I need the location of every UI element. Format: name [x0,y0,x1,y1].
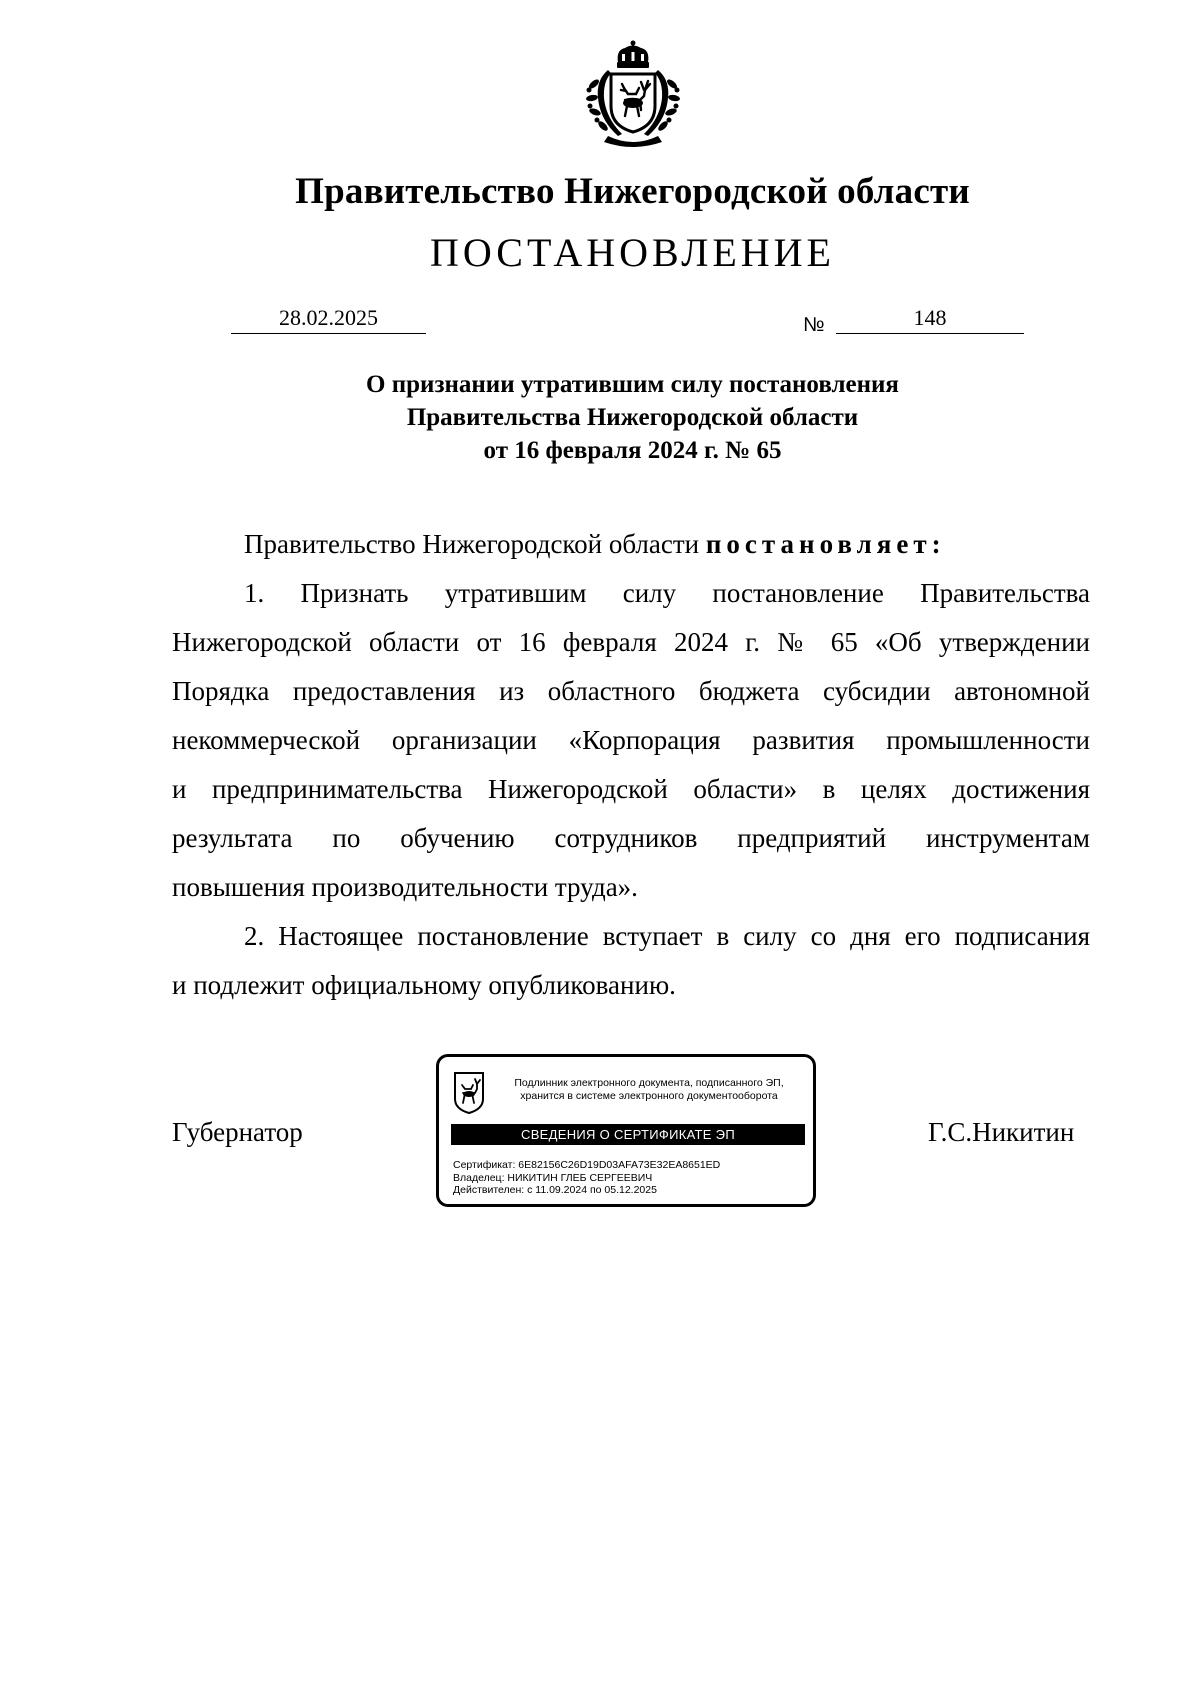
paragraph-line: Порядка предоставления из областного бюджета субсидии автономной [172,676,1090,706]
certificate-owner: Владелец: НИКИТИН ГЛЕБ СЕРГЕЕВИЧ [453,1171,653,1184]
stamp-note-line: Подлинник электронного документа, подписанного ЭП, [514,1077,784,1089]
e-signature-stamp [436,1054,816,1207]
stamp-note [489,1077,809,1103]
paragraph-line: и предпринимательства Нижегородской области» в целях достижения [172,774,1090,804]
stamp-heading: СВЕДЕНИЯ О СЕРТИФИКАТЕ ЭП [451,1124,805,1145]
paragraph-line: 1. Признать утратившим силу постановление Правительства [244,578,1090,608]
paragraph-line: и подлежит официальному опубликованию. [172,970,676,1000]
intro-action: постановляет: [705,529,946,559]
coat-of-arms-icon [578,40,688,148]
stamp-note-line: хранится в системе электронного документооборота [520,1090,778,1102]
subject-line: О признании утратившим силу постановления [366,371,899,398]
document-number: 148 [913,305,947,330]
intro-prefix: Правительство Нижегородской области [244,529,700,559]
paragraph-line: повышения производительности труда». [172,872,638,902]
number-underline [836,333,1024,334]
deer-emblem-icon [453,1071,485,1115]
paragraph-line: некоммерческой организации «Корпорация развития промышленности [172,725,1090,755]
organization-title: Правительство Нижегородской области [295,171,970,212]
subject-line: Правительства Нижегородской области [406,404,859,431]
date-underline [231,333,426,334]
signatory-name: Г.С.Никитин [928,1117,1075,1147]
certificate-validity: Действителен: с 11.09.2024 по 05.12.2025 [453,1184,657,1196]
paragraph-line: Нижегородской области от 16 февраля 2024 г. № 65 «Об утверждении [172,627,1090,657]
signatory-position: Губернатор [172,1117,303,1147]
intro-line [172,520,1090,569]
stamp-details [453,1159,720,1197]
paragraph-line: 2. Настоящее постановление вступает в силу со дня его подписания [244,921,1090,951]
certificate-serial: Сертификат: 6E82156C26D19D03AFA73E32EA8651ED [453,1159,721,1171]
document-date: 28.02.2025 [279,305,378,330]
document-type: ПОСТАНОВЛЕНИЕ [430,230,835,275]
document-subject [0,368,1200,467]
number-sign: № [803,314,825,336]
paragraph-line: результата по обучению сотрудников предприятий инструментам [172,823,1090,853]
subject-line: от 16 февраля 2024 г. № 65 [483,437,782,464]
